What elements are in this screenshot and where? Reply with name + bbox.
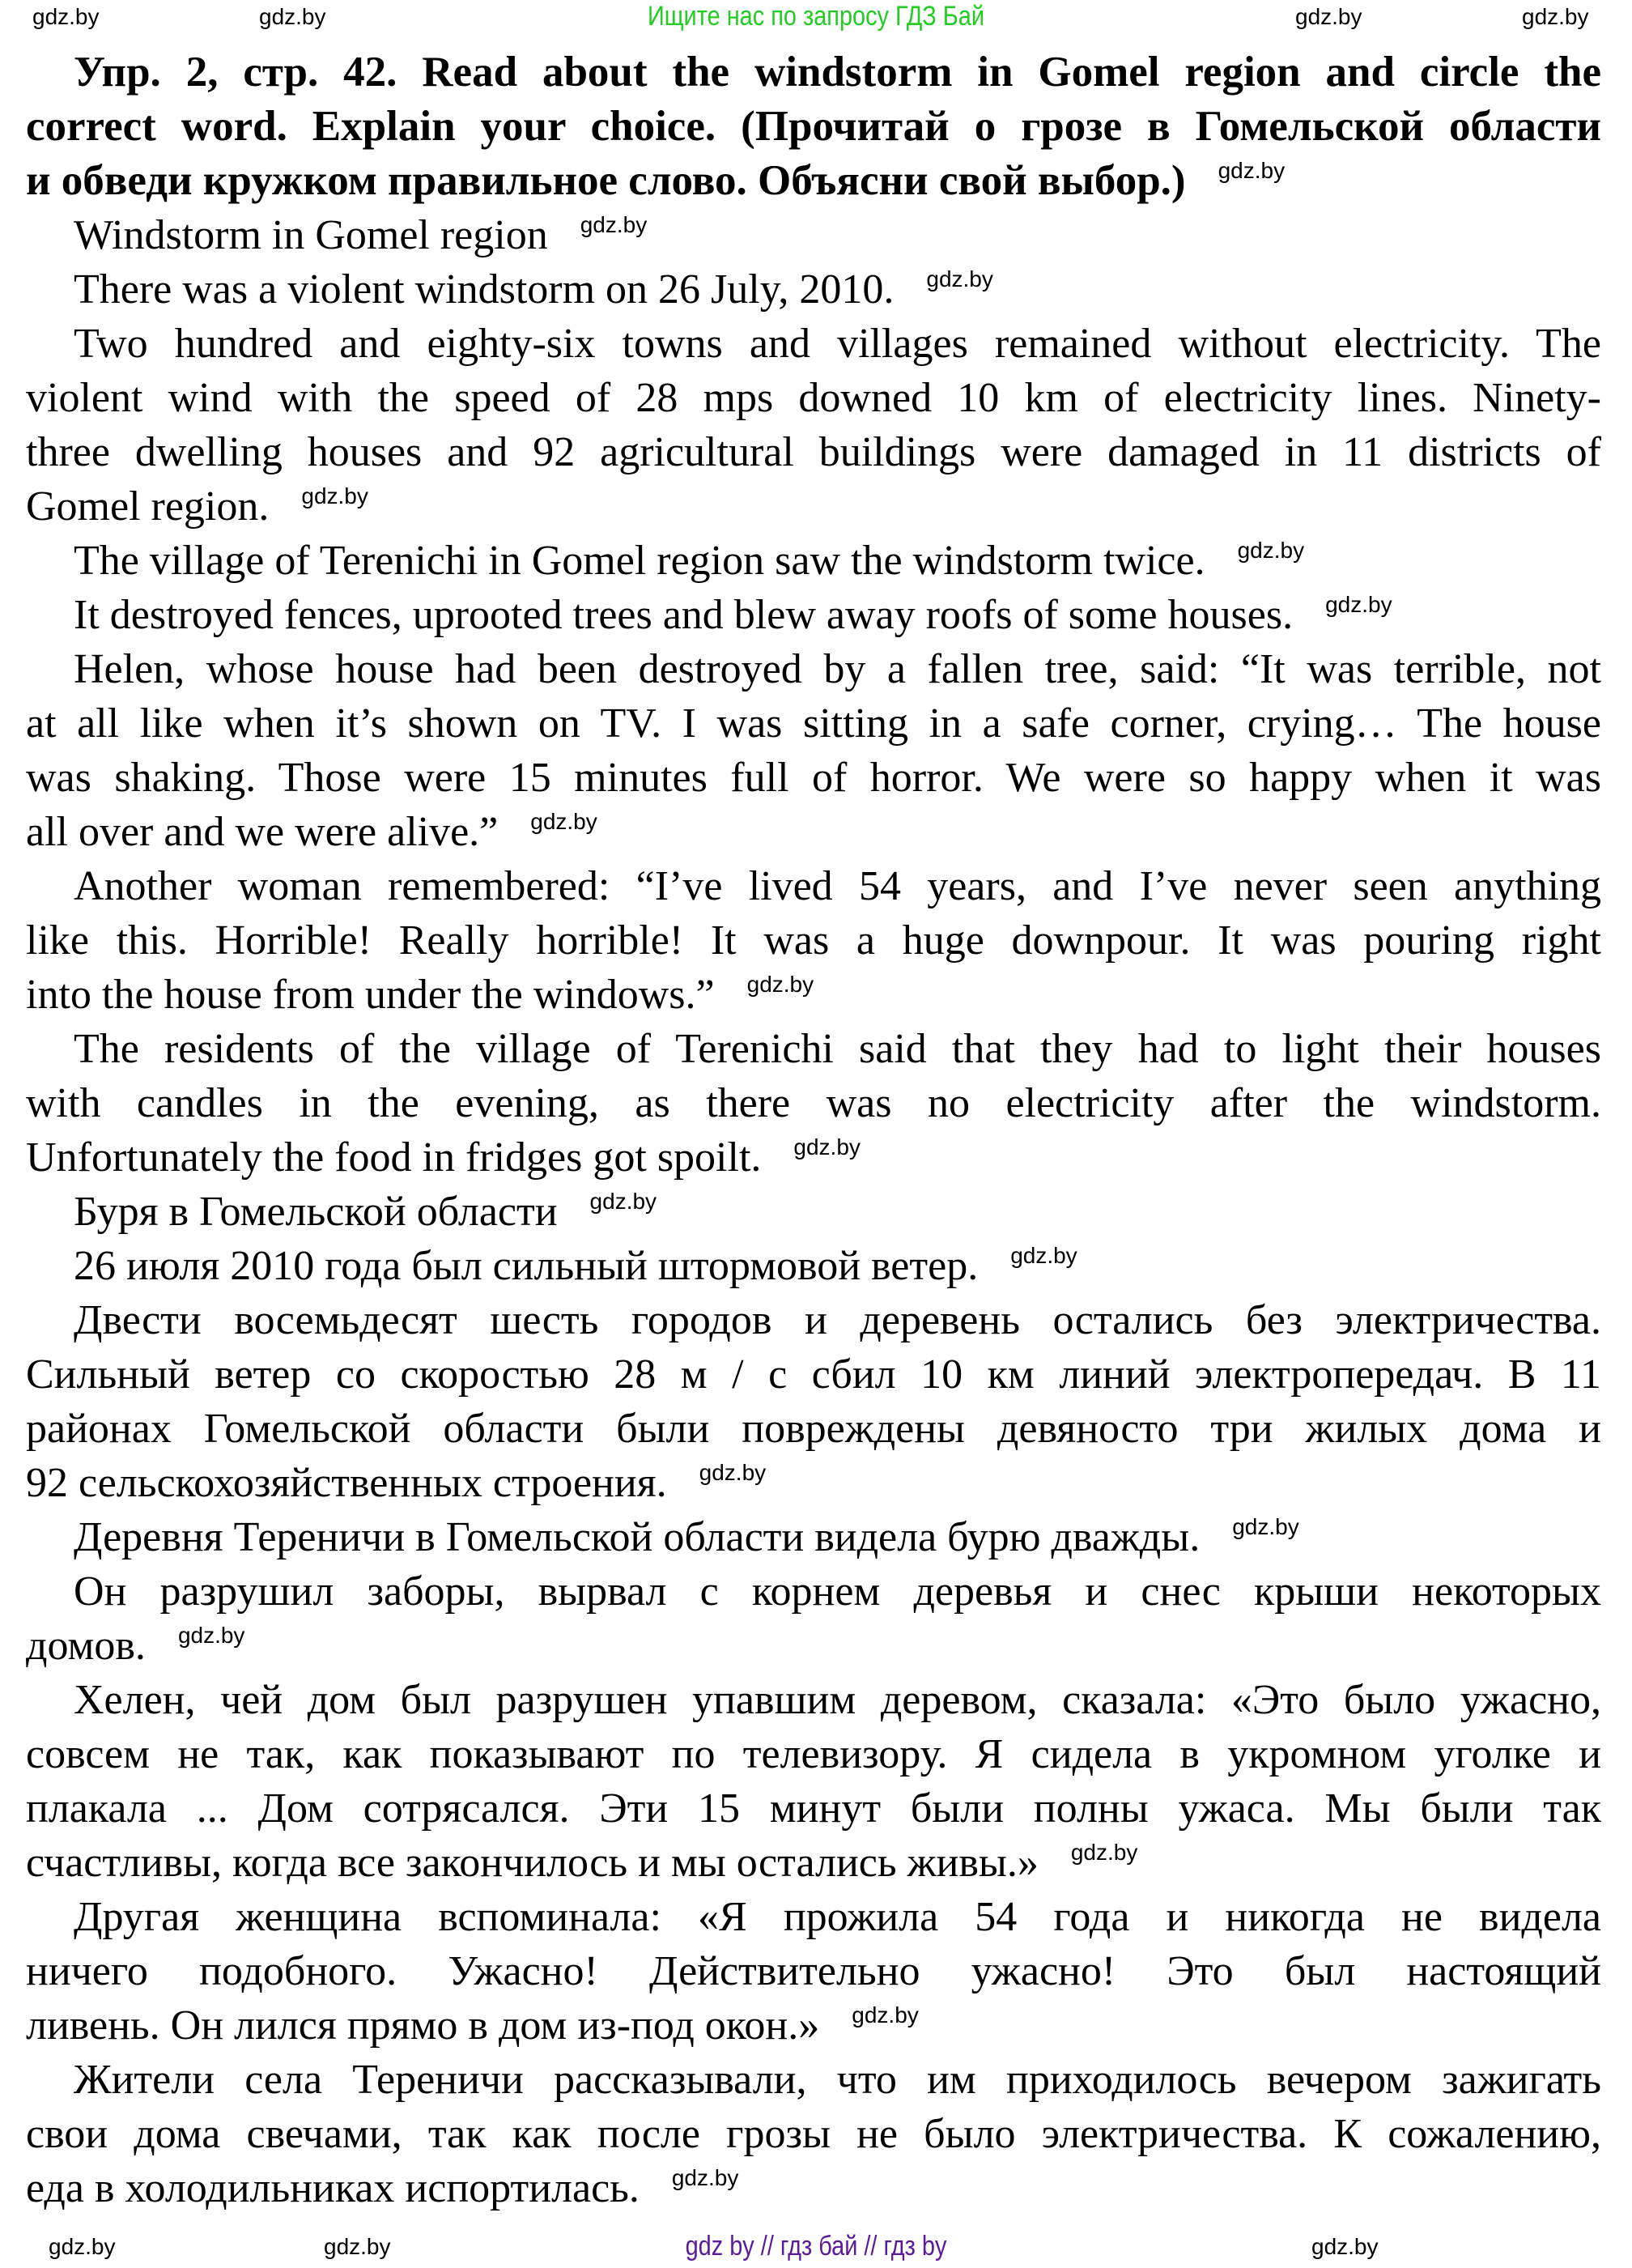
- paragraph: [26, 1890, 1601, 2053]
- paragraph: [26, 1510, 1601, 1564]
- text-line: [26, 805, 1601, 859]
- text-line-content: районах Гомельской области были повреждены девяносто три жилых дома и: [26, 1406, 1601, 1452]
- watermark: gdz.by: [32, 4, 100, 29]
- text-line-content: ливень. Он лился прямо в дом из-под окон.»: [26, 2002, 820, 2049]
- text-line: [26, 2053, 1601, 2107]
- text-line: [26, 1998, 1601, 2053]
- text-line-content: at all like when it’s shown on TV. I was sitting in a safe corner, crying… The house: [26, 700, 1601, 747]
- watermark: gdz.by: [1325, 592, 1392, 617]
- paragraph: [26, 1022, 1601, 1185]
- text-line: [26, 1347, 1601, 1402]
- text-line-content: There was a violent windstorm on 26 July, 2010.: [74, 266, 895, 313]
- watermark: gdz.by: [177, 1623, 245, 1648]
- text-line: [26, 1130, 1601, 1185]
- paragraph: [26, 642, 1601, 859]
- text-line: [26, 479, 1601, 534]
- paragraph: [26, 262, 1601, 317]
- text-line-content: with candles in the evening, as there was no electricity after the windstorm.: [26, 1080, 1601, 1126]
- text-line: [26, 208, 1601, 262]
- text-line: [26, 642, 1601, 696]
- text-line: [26, 696, 1601, 751]
- text-line: [26, 1510, 1601, 1564]
- text-line-content: all over and we were alive.”: [26, 809, 499, 855]
- watermark: gdz.by: [589, 1189, 657, 1214]
- text-line-content: Деревня Тереничи в Гомельской области видела бурю дважды.: [74, 1514, 1201, 1560]
- text-line-content: счастливы, когда все закончилось и мы остались живы.»: [26, 1840, 1039, 1886]
- text-line: [26, 1944, 1601, 1998]
- paragraph: [26, 588, 1601, 642]
- text-line-content: ничего подобного. Ужасно! Действительно ужасно! Это был настоящий: [26, 1948, 1601, 1994]
- text-line: [26, 2161, 1601, 2215]
- text-line-content: violent wind with the speed of 28 mps downed 10 km of electricity lines. Ninety-: [26, 375, 1601, 421]
- text-line: [26, 751, 1601, 805]
- paragraph: [26, 1239, 1601, 1293]
- text-line-content: Gomel region.: [26, 483, 270, 530]
- watermark: gdz.by: [259, 4, 326, 29]
- text-line: [26, 1076, 1601, 1130]
- text-line-content: 92 сельскохозяйственных строения.: [26, 1460, 667, 1506]
- search-hint-banner: Ищите нас по запросу ГДЗ Бай: [648, 1, 984, 32]
- text-line-content: Windstorm in Gomel region: [74, 212, 548, 258]
- watermark: gdz.by: [793, 1134, 861, 1160]
- text-line: [26, 1673, 1601, 1727]
- text-line: [26, 371, 1601, 425]
- text-line-content: into the house from under the windows.”: [26, 972, 715, 1018]
- text-line: [26, 1185, 1601, 1239]
- text-line: [26, 588, 1601, 642]
- watermark: gdz.by: [746, 972, 814, 997]
- exercise-title: [26, 45, 1601, 208]
- paragraph: [26, 2053, 1601, 2215]
- text-line: [26, 2107, 1601, 2161]
- watermark: gdz.by: [1311, 2234, 1379, 2259]
- text-line-content: плакала ... Дом сотрясался. Эти 15 минут были полны ужаса. Мы были так: [26, 1785, 1601, 1832]
- text-line-content: Упр. 2, стр. 42. Read about the windstorm in Gomel region and circle the: [74, 49, 1601, 96]
- text-line: [26, 534, 1601, 588]
- text-line-content: Unfortunately the food in fridges got spoilt.: [26, 1134, 762, 1181]
- watermark: gdz.by: [1070, 1840, 1138, 1865]
- text-line-content: еда в холодильниках испортилась.: [26, 2165, 640, 2211]
- text-line-content: 26 июля 2010 года был сильный штормовой ветер.: [74, 1243, 979, 1289]
- text-line: [26, 913, 1601, 968]
- text-line: [26, 1402, 1601, 1456]
- paragraph: [26, 317, 1601, 534]
- text-line: [26, 154, 1601, 208]
- text-line: [26, 968, 1601, 1022]
- text-line-content: Сильный ветер со скоростью 28 м / с сбил 10 км линий электропередач. В 11: [26, 1351, 1601, 1398]
- paragraph: [26, 208, 1601, 262]
- watermark: gdz.by: [671, 2165, 739, 2190]
- watermark: gdz.by: [1218, 158, 1286, 183]
- footer-watermark: gdz by // гдз бай // гдз by: [685, 2231, 947, 2262]
- text-line: [26, 317, 1601, 371]
- text-line: [26, 1836, 1601, 1890]
- watermark: gdz.by: [49, 2234, 116, 2259]
- watermark: gdz.by: [580, 212, 648, 237]
- text-line-content: Another woman remembered: “I’ve lived 54 years, and I’ve never seen anything: [74, 863, 1601, 909]
- watermark: gdz.by: [852, 2002, 919, 2028]
- text-line-content: It destroyed fences, uprooted trees and blew away roofs of some houses.: [74, 592, 1294, 638]
- text-line-content: Two hundred and eighty-six towns and villages remained without electricity. The: [74, 321, 1601, 367]
- watermark: gdz.by: [324, 2234, 391, 2259]
- text-line: [26, 1022, 1601, 1076]
- watermark: gdz.by: [301, 483, 368, 508]
- text-line: [26, 262, 1601, 317]
- text-line-content: домов.: [26, 1623, 146, 1669]
- text-line: [26, 45, 1601, 100]
- paragraph: [26, 1293, 1601, 1510]
- text-line-content: Хелен, чей дом был разрушен упавшим деревом, сказала: «Это было ужасно,: [74, 1677, 1601, 1723]
- text-line-content: совсем не так, как показывают по телевизору. Я сидела в укромном уголке и: [26, 1731, 1601, 1777]
- paragraph: [26, 1564, 1601, 1673]
- text-line-content: Буря в Гомельской области: [74, 1189, 558, 1235]
- paragraph: [26, 859, 1601, 1022]
- text-line-content: Он разрушил заборы, вырвал с корнем деревья и снес крыши некоторых: [74, 1568, 1601, 1615]
- text-line: [26, 1781, 1601, 1836]
- text-line-content: и обведи кружком правильное слово. Объясни свой выбор.): [26, 157, 1186, 204]
- watermark: gdz.by: [1232, 1514, 1299, 1539]
- text-line-content: Жители села Тереничи рассказывали, что им приходилось вечером зажигать: [74, 2057, 1601, 2103]
- text-line-content: Двести восемьдесят шесть городов и деревень остались без электричества.: [74, 1297, 1601, 1343]
- watermark: gdz.by: [1295, 4, 1362, 29]
- text-line: [26, 425, 1601, 479]
- text-line-content: Другая женщина вспоминала: «Я прожила 54 года и никогда не видела: [74, 1894, 1601, 1940]
- text-line: [26, 1564, 1601, 1619]
- text-line-content: like this. Horrible! Really horrible! It was a huge downpour. It was pouring right: [26, 917, 1601, 964]
- text-line: [26, 1890, 1601, 1944]
- paragraph: [26, 1185, 1601, 1239]
- text-line: [26, 100, 1601, 154]
- text-line-content: свои дома свечами, так как после грозы не было электричества. К сожалению,: [26, 2111, 1601, 2157]
- watermark: gdz.by: [926, 266, 993, 291]
- text-line: [26, 1619, 1601, 1673]
- text-line-content: The residents of the village of Terenichi said that they had to light their houses: [74, 1026, 1601, 1072]
- text-line-content: three dwelling houses and 92 agricultural buildings were damaged in 11 districts of: [26, 429, 1601, 475]
- text-line: [26, 1239, 1601, 1293]
- text-line-content: was shaking. Those were 15 minutes full of horror. We were so happy when it was: [26, 755, 1601, 801]
- watermark: gdz.by: [530, 809, 597, 834]
- text-line-content: correct word. Explain your choice. (Прочитай о грозе в Гомельской области: [26, 103, 1601, 150]
- text-line: [26, 1293, 1601, 1347]
- text-line: [26, 859, 1601, 913]
- paragraph: [26, 534, 1601, 588]
- text-line: [26, 1727, 1601, 1781]
- watermark: gdz.by: [699, 1460, 767, 1485]
- text-line-content: The village of Terenichi in Gomel region saw the windstorm twice.: [74, 538, 1205, 584]
- text-line: [26, 1456, 1601, 1510]
- paragraph: [26, 1673, 1601, 1890]
- watermark: gdz.by: [1010, 1243, 1077, 1268]
- watermark: gdz.by: [1237, 538, 1305, 563]
- text-line-content: Helen, whose house had been destroyed by a fallen tree, said: “It was terrible, not: [74, 646, 1601, 692]
- watermark: gdz.by: [1522, 4, 1589, 29]
- document-body: [26, 45, 1601, 2215]
